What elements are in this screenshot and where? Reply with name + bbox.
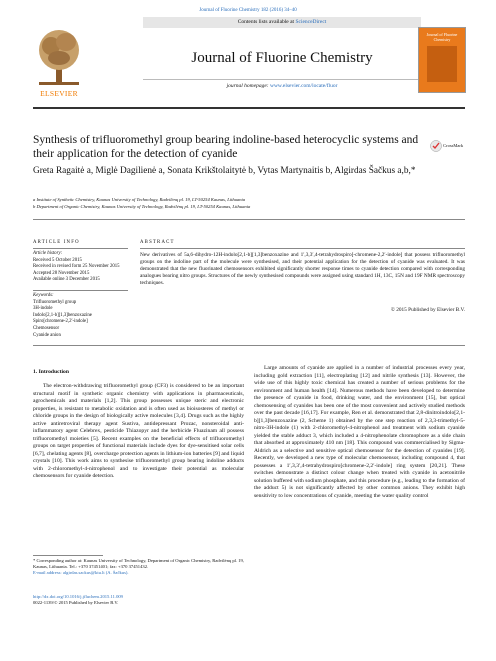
section-heading: 1. Introduction	[33, 369, 69, 375]
journal-cover-image[interactable]	[418, 27, 466, 93]
header-divider	[33, 107, 465, 109]
history-label: Article history:	[33, 251, 63, 256]
abstract-text: New derivatives of 5a,6-dihydro-12H-indolo[2,1-b][1,3]benzoxazine and 1′,3,3′,4-tetrahydrospiro[-chromene-2,2′-indole] that possess trifluoromethyl groups on the indoline part of the molecule were synthesised, and their potential application for the detection of cyanide was evaluated. It was demonstrated that the new fluorinated chemosensors exhibited significantly shorter response times to cyanide detection compared with corresponding analogues bearing nitro groups. Structures of the newly synthesised compounds were assigned using standard 1H, 13C, 15N and 19F NMR spectroscopy techniques.	[140, 252, 465, 286]
keyword: Chemosensor	[33, 325, 60, 331]
divider	[33, 248, 128, 249]
issn: 0022-1139/© 2015 Published by Elsevier B.V.	[33, 600, 119, 606]
divider	[33, 290, 128, 291]
cover-graphic	[427, 46, 457, 82]
keyword: Trifluoromethyl group	[33, 299, 77, 305]
keyword: Spiro[chromene-2,2′-indole]	[33, 319, 88, 325]
contents-label: Contents lists available at	[237, 19, 295, 25]
sciencedirect-link[interactable]: ScienceDirect	[295, 19, 327, 25]
crossmark-label: CrossMark	[443, 143, 464, 149]
article-info-heading: ARTICLE INFO	[33, 240, 80, 245]
homepage-link[interactable]: www.elsevier.com/locate/fluor	[269, 83, 338, 89]
homepage-label: journal homepage:	[226, 83, 269, 89]
keyword: Cyanide anion	[33, 332, 61, 338]
body-column-right: Large amounts of cyanide are applied in a number of industrial processes every year, including gold extraction [11], electroplating [12] and nitrile synthesis [13]. However, the wide use of this highly toxic chemical has created a number of serious problems for the environment and human health [14]. Numerous methods have been developed to determine the presence of cyanide in food, drinking water, and the environment [15], but optical chemosensing of cyanides has been one of the most convenient and actively studied methods over the past decade [16,17]. For example, Ren et al. demonstrated that 2,8-dinitroindolo[2,1-b][1,3]benzoxazine (2, Scheme 1) obtained by the one step reaction of 2,3,3-trimethyl-5-nitro-3H-indole (1) with 2-chloromethyl-4-nitrophenol and treatment with sodium cyanide yielded the stable adduct 3, which included a 4-nitrophenolate chromophore as a side chain that absorbed at approximately 410 nm [18]. This compound was commercialised by Sigma-Aldrich as a selective and sensitive optical chemosensor for the detection of cyanides [19]. Recently, we developed a new type of molecular chemosensor, including compound 4, that possesses a 1′,3,3′,4-tetrahydrospiro[chromene-2,2′-indole] ring system [20,21]. These switches demonstrate a distinct colour change when treated with cyanide in acetonitrile solution buffered with sodium phosphate, and this procedure (e.g., leading to the formation of the adduct 5) is not significantly affected by other common anions. They exhibit high sensitivity to low concentrations of cyanide, meeting the water quality control	[254, 365, 465, 499]
divider	[33, 219, 465, 220]
corresponding-author: * Corresponding author at: Kaunas University of Technology, Department of Organic Chemistry, Radvilėnų pl. 19, Kaunas, Lithuania. Tel.: +370 37451401; fax: +370 37451432.	[33, 558, 244, 570]
crossmark-icon	[430, 140, 442, 152]
keywords	[33, 293, 133, 339]
keywords-label: Keywords:	[33, 293, 54, 298]
affiliation-b: b Department of Organic Chemistry, Kaunas University of Technology, Radvilėnų pl. 19, LT-50254 Kaunas, Lithuania	[33, 204, 251, 209]
homepage-bar	[143, 79, 421, 93]
abstract-heading: ABSTRACT	[140, 240, 175, 245]
cover-title: Journal of Fluorine Chemistry	[426, 32, 458, 42]
journal-reference[interactable]: Journal of Fluorine Chemistry 182 (2016) 34–40	[199, 8, 297, 13]
article-title: Synthesis of trifluoromethyl group bearing indoline-based heterocyclic systems and their application for the detection of cyanide	[33, 134, 419, 160]
crossmark-button[interactable]	[430, 140, 464, 154]
copyright: © 2015 Published by Elsevier B.V.	[390, 307, 465, 313]
elsevier-logo[interactable]	[33, 22, 85, 99]
elsevier-tree-icon	[33, 22, 85, 90]
divider	[33, 345, 465, 346]
history-line: Received 5 October 2015	[33, 257, 82, 263]
keyword: 3H-indole	[33, 306, 53, 312]
doi-block	[33, 594, 244, 606]
journal-title: Journal of Fluorine Chemistry	[191, 50, 373, 66]
publisher-name: ELSEVIER	[40, 89, 78, 98]
keyword: Indolo[2,1-b][1,3]benzoxazine	[33, 312, 92, 318]
email-link[interactable]: E-mail address: algirdas.sackus@ktu.lt (A. Šačkus).	[33, 570, 129, 576]
contents-bar	[143, 17, 421, 28]
body-column-left: The electron-withdrawing trifluoromethyl group (CF3) is considered to be an important structural motif in synthetic organic chemistry with applications in pharmaceuticals, agrochemicals and materials [1,2]. This group possesses unique steric and electronic properties, is resistant to metabolic oxidation and is often used as bioisosteres of methyl or chloride groups in the design of biologically active molecules [3,4]. Drugs such as the highly active antiretroviral therapy agent Sustiva, antidepressant Prozac, nonsteroidal anti-inflammatory agent Celebrex, pesticide Thiazopyr and the herbicide Fluazinam all possess trifluoromethyl moieties [5]. Recent examples on the beneficial effects of trifluoromethyl groups on target properties of functional materials include dyes for dye-sensitised solar cells [6,7], chelating agents [8], overcharge protection agents in lithium-ion batteries [9] and liquid crystals [10]. This work aims to synthesise trifluoromethyl group bearing indoline adducts with 2-chloromethyl-4-nitrophenol and to investigate their potential as molecular chemosensors for cyanide detection.	[33, 383, 244, 479]
affiliations	[33, 196, 463, 210]
history-line: Received in revised form 25 November 2015	[33, 264, 120, 270]
history-line: Accepted 28 November 2015	[33, 270, 90, 276]
footnote	[33, 558, 244, 577]
history-line: Available online 3 December 2015	[33, 277, 100, 283]
journal-header	[33, 17, 465, 107]
author-list: Greta Ragaitė a, Miglė Dagilienė a, Sonata Krikštolaitytė b, Vytas Martynaitis b, Algirdas Šačkus a,b,*	[33, 166, 416, 176]
affiliation-a: a Institute of Synthetic Chemistry, Kaunas University of Technology, Radvilėnų pl. 19, LT-50254 Kaunas, Lithuania	[33, 197, 246, 202]
footnote-divider	[33, 555, 103, 556]
divider	[140, 248, 465, 249]
article-history	[33, 251, 133, 284]
doi-link[interactable]: http://dx.doi.org/10.1016/j.jfluchem.2015.11.009	[33, 594, 123, 599]
